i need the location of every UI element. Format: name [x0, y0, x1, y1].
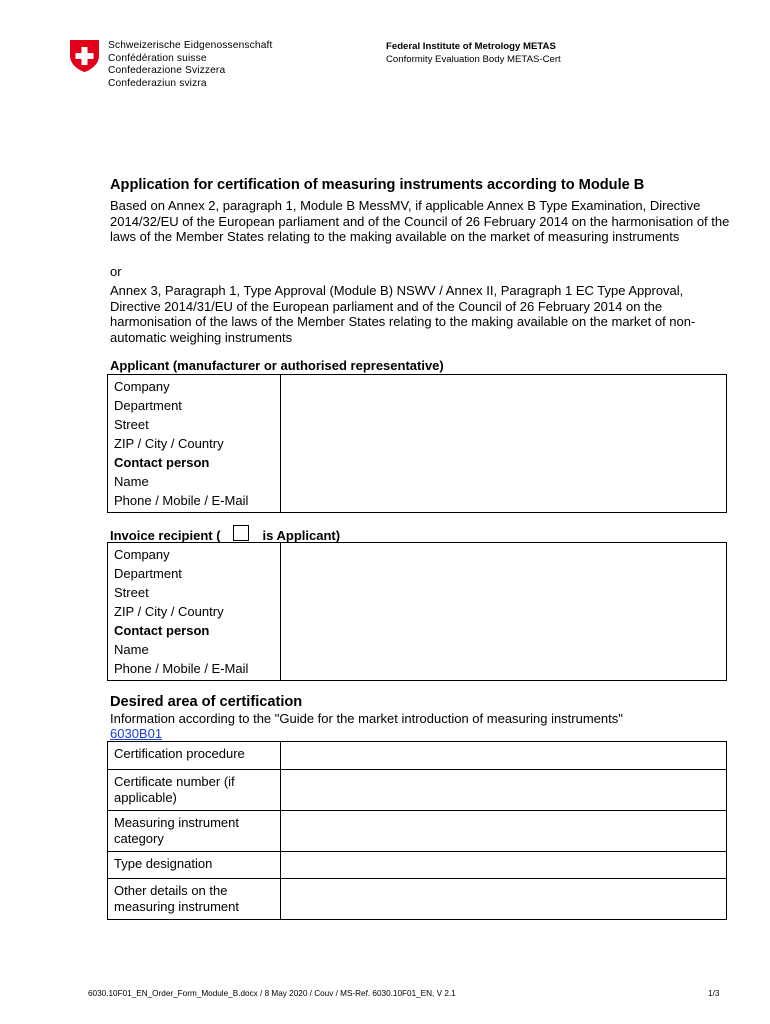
type-designation-label: Type designation — [108, 852, 281, 879]
certificate-number-field[interactable] — [281, 770, 727, 811]
invoice-contact-person-label: Contact person — [114, 623, 210, 638]
page-number: 1/3 — [708, 989, 720, 998]
other-details-field[interactable] — [281, 879, 727, 920]
certification-procedure-field[interactable] — [281, 742, 727, 770]
applicant-contact-person-label: Contact person — [114, 455, 210, 470]
certification-table — [107, 741, 727, 920]
invoice-company-label: Company — [114, 547, 170, 562]
footer-reference: 6030.10F01_EN_Order_Form_Module_B.docx / 8 May 2020 / Couv / MS-Ref. 6030.10F01_EN, V 2.1 — [88, 989, 456, 998]
legal-basis-paragraph-2: Annex 3, Paragraph 1, Type Approval (Module B) NSWV / Annex II, Paragraph 1 EC Type Approval, Directive 2014/31/EU of the European parliament and of the Council of 26 February 2014 on the harmonisation of the laws of the Member States relating to the making available on the market of non-automatic weighing instruments — [110, 283, 696, 345]
confederation-names — [108, 40, 273, 90]
invoice-section-title — [110, 525, 340, 543]
confederation-name-it: Confederazione Svizzera — [108, 65, 226, 77]
instrument-category-field[interactable] — [281, 811, 727, 852]
applicant-name-label: Name — [114, 474, 149, 489]
instrument-category-label: Measuring instrument category — [108, 811, 281, 852]
agency-block — [386, 41, 561, 66]
invoice-labels — [108, 543, 281, 681]
applicant-labels — [108, 375, 281, 513]
confederation-name-fr: Confédération suisse — [108, 52, 207, 64]
invoice-name-label: Name — [114, 642, 149, 657]
certification-section-title: Desired area of certification — [110, 694, 303, 710]
invoice-phone-email-label: Phone / Mobile / E-Mail — [114, 661, 249, 676]
certificate-number-label: Certificate number (if applicable) — [108, 770, 281, 811]
applicant-details-field[interactable] — [281, 375, 727, 513]
invoice-zip-city-country-label: ZIP / City / Country — [114, 604, 224, 619]
invoice-street-label: Street — [114, 585, 149, 600]
swiss-flag-icon — [69, 39, 100, 73]
agency-body: Conformity Evaluation Body METAS-Cert — [386, 53, 561, 65]
applicant-department-label: Department — [114, 398, 182, 413]
legal-basis-paragraph-1: Based on Annex 2, paragraph 1, Module B MessMV, if applicable Annex B Type Examination, Directive 2014/32/EU of the European parliament and of the Council of 26 February 2014 on the harmonisation of the laws of the Member States relating to the making available on the market of measuring instruments — [110, 198, 730, 245]
invoice-details-field[interactable] — [281, 543, 727, 681]
confederation-name-rm: Confederaziun svizra — [108, 77, 207, 89]
applicant-street-label: Street — [114, 417, 149, 432]
other-details-label: Other details on the measuring instrument — [108, 879, 281, 920]
agency-name: Federal Institute of Metrology METAS — [386, 41, 556, 52]
applicant-table — [107, 374, 727, 513]
invoice-is-applicant-checkbox[interactable] — [233, 525, 249, 541]
applicant-zip-city-country-label: ZIP / City / Country — [114, 436, 224, 451]
certification-info: Information according to the "Guide for the market introduction of measuring instruments" — [110, 711, 623, 726]
legal-basis-or: or — [110, 264, 122, 279]
applicant-section-title: Applicant (manufacturer or authorised representative) — [110, 358, 444, 373]
document-title: Application for certification of measuring instruments according to Module B — [110, 177, 645, 193]
type-designation-field[interactable] — [281, 852, 727, 879]
guide-link[interactable]: 6030B01 — [110, 726, 163, 741]
invoice-title-after: is Applicant) — [262, 528, 341, 543]
invoice-title-before: Invoice recipient ( — [110, 528, 221, 543]
applicant-phone-email-label: Phone / Mobile / E-Mail — [114, 493, 249, 508]
applicant-company-label: Company — [114, 379, 170, 394]
invoice-table — [107, 542, 727, 681]
certification-procedure-label: Certification procedure — [108, 742, 281, 770]
confederation-name-de: Schweizerische Eidgenossenschaft — [108, 40, 273, 51]
invoice-department-label: Department — [114, 566, 182, 581]
